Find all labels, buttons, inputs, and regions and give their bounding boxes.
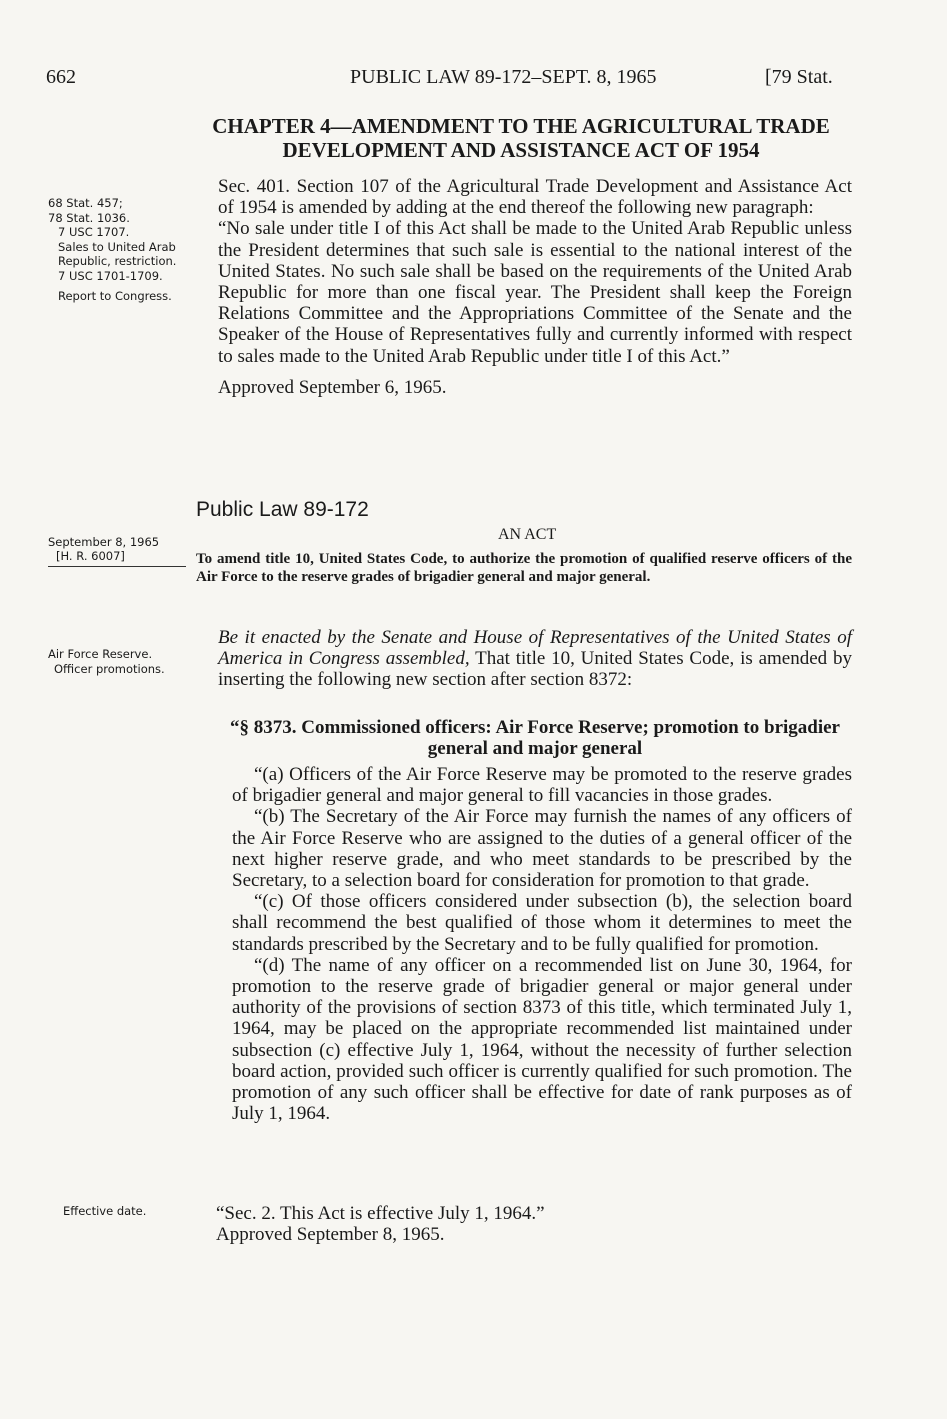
chapter-title: CHAPTER 4—AMENDMENT TO THE AGRICULTURAL TRADE DEVELOPMENT AND ASSISTANCE ACT OF 1954 [212,114,830,162]
margin-citation: 78 Stat. 1036. [48,210,130,225]
margin-note-sales: Sales to United Arab Republic, restriction. [58,239,177,268]
public-law-heading: Public Law 89-172 [196,498,369,521]
bill-date-block [48,535,159,563]
closing [216,1203,850,1245]
margin-citation: 68 Stat. 457; [48,196,123,210]
section-401-quote: “No sale under title I of this Act shall be made to the United Arab Republic unless the President determines that such sale is essential to the national interest of the United States. No such sale shall be based on the requirements of the United Arab Republic for more than one fiscal year. The President shall keep the Foreign Relations Committee and the Appropriations Committee of the Senate and the Speaker of the House of Representatives fully and currently informed with respect to sales made to the United Arab Republic under title I of this Act.” [218,218,852,367]
enacting-clause-italic: Be it enacted by the Senate and House of Representatives of the United States of America in Congress assembled, [218,627,852,670]
divider-line [48,566,186,567]
margin-note-report: Report to Congress. [58,289,172,303]
subsection-d: “(d) The name of any officer on a recommended list on June 30, 1964, for promotion to the reserve grade of brigadier general or major general under authority of the provisions of section 8373 of this title, which terminated July 1, 1964, may be placed on the appropriate recommended list maintained under subsection (c) effective July 1, 1964, without the necessity of further selection board action, provided such officer is currently qualified for such promotion. The promotion of any such officer shall be effective for date of rank purposes as of July 1, 1964. [232,954,852,1125]
margin-note-officer: Officer promotions. [54,661,165,676]
subsection-b: “(b) The Secretary of the Air Force may furnish the names of any officers of the Air Force Reserve who are assigned to the duties of a general officer of the next higher reserve grade, and who meet standards to be prescribed by the Secretary, to a selection board for consideration for promotion to that grade. [232,806,852,892]
margin-citations [48,196,183,304]
section-8373-body [232,764,852,1124]
subsection-a: “(a) Officers of the Air Force Reserve may be promoted to the reserve grades of brigadier general and major general to fill vacancies in those grades. [232,764,852,807]
volume-reference: [79 Stat. [765,66,833,88]
an-act-label: AN ACT [498,526,557,543]
section-401-intro: Sec. 401. Section 107 of the Agricultural Trade Development and Assistance Act of 1954 is amended by adding at the end thereof the following new paragraph: [218,176,852,219]
margin-note-air-force: Air Force Reserve. [48,647,153,661]
section-401-approved: Approved September 6, 1965. [218,376,447,398]
section-401 [218,176,852,398]
section-2: “Sec. 2. This Act is effective July 1, 1964.” [216,1203,545,1224]
subsection-c: “(c) Of those officers considered under subsection (b), the selection board shall recommend the best qualified of those whom it determines to meet the standards prescribed by the Secretary and to be fully qualified for promotion. [232,891,852,955]
bill-date: September 8, 1965 [48,535,160,549]
margin-citation: 7 USC 1707. [58,225,130,239]
margin-air-force [48,647,183,676]
section-8373-heading: “§ 8373. Commissioned officers: Air Force Reserve; promotion to brigadier general and major general [230,717,840,759]
bill-number: [H. R. 6007] [56,549,125,563]
final-approved: Approved September 8, 1965. [216,1224,445,1246]
enacting-clause-text: That title 10, United States Code, is amended by inserting the following new section after section 8372: [218,648,852,691]
enacting-clause [218,627,852,691]
margin-citation: 7 USC 1701-1709. [58,268,163,283]
page-number: 662 [46,66,76,88]
act-purpose: To amend title 10, United States Code, to authorize the promotion of qualified reserve officers of the Air Force to the reserve grades of brigadier general and major general. [196,551,852,585]
margin-note-effective: Effective date. [63,1204,147,1218]
running-title: PUBLIC LAW 89-172–SEPT. 8, 1965 [350,66,657,88]
